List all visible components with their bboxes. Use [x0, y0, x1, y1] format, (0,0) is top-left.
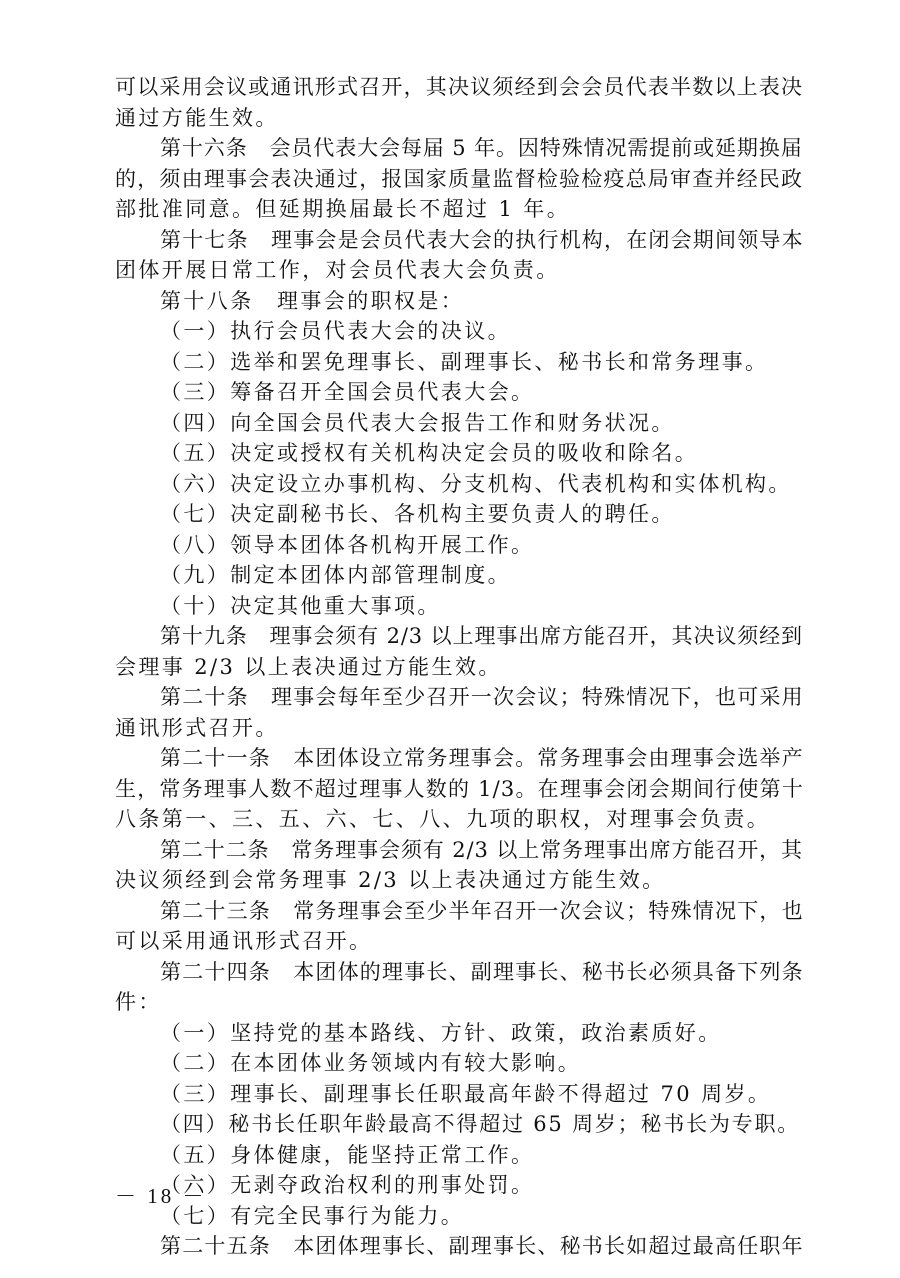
text-line: （三）筹备召开全国会员代表大会。: [160, 380, 535, 404]
text-line: 第二十五条 本团体理事长、副理事长、秘书长如超过最高任职年: [160, 1234, 804, 1258]
text-line: （三）理事长、副理事长任职最高年龄不得超过 70 周岁。: [160, 1081, 772, 1106]
text-line: （四）秘书长任职年龄最高不得超过 65 周岁；秘书长为专职。: [160, 1112, 801, 1136]
text-line: 团体开展日常工作，对会员代表大会负责。: [115, 258, 560, 282]
text-line: （五）决定或授权有关机构决定会员的吸收和除名。: [160, 441, 699, 465]
text-line: 第二十三条 常务理事会至少半年召开一次会议；特殊情况下，也: [160, 898, 804, 923]
text-line: 可以采用会议或通讯形式召开，其决议须经到会会员代表半数以上表决: [115, 75, 804, 99]
text-line: （九）制定本团体内部管理制度。: [160, 563, 511, 587]
text-line: （一）执行会员代表大会的决议。: [160, 319, 511, 343]
text-line: （六）决定设立办事机构、分支机构、代表机构和实体机构。: [160, 471, 792, 496]
text-line: 会理事 2/3 以上表决通过方能生效。: [115, 654, 502, 679]
text-line: 第十六条 会员代表大会每届 5 年。因特殊情况需提前或延期换届: [160, 136, 803, 160]
text-line: （八）领导本团体各机构开展工作。: [160, 532, 535, 557]
text-line: 第二十二条 常务理事会须有 2/3 以上常务理事出席方能召开，其: [160, 837, 803, 862]
document-body: [115, 72, 805, 1262]
text-line: 第十九条 理事会须有 2/3 以上理事出席方能召开，其决议须经到: [160, 624, 803, 648]
text-line: 生，常务理事人数不超过理事人数的 1/3。在理事会闭会期间行使第十: [115, 776, 805, 801]
text-line: （一）坚持党的基本路线、方针、政策，政治素质好。: [160, 1020, 722, 1045]
text-line: 可以采用通讯形式召开。: [115, 929, 373, 953]
text-line: （二）选举和罢免理事长、副理事长、秘书长和常务理事。: [160, 349, 769, 374]
text-line: 第二十四条 本团体的理事长、副理事长、秘书长必须具备下列条: [160, 959, 804, 984]
text-line: （七）有完全民事行为能力。: [160, 1203, 465, 1228]
text-line: 第十七条 理事会是会员代表大会的执行机构，在闭会期间领导本: [160, 227, 804, 252]
text-line: 第二十一条 本团体设立常务理事会。常务理事会由理事会选举产: [160, 746, 804, 770]
text-line: 的，须由理事会表决通过，报国家质量监督检验检疫总局审查并经民政: [115, 166, 804, 191]
text-line: 件：: [115, 990, 162, 1014]
text-line: 第二十条 理事会每年至少召开一次会议；特殊情况下，也可采用: [160, 685, 804, 709]
page-number: － 18 －: [115, 1184, 207, 1208]
text-line: （四）向全国会员代表大会报告工作和财务状况。: [160, 410, 675, 435]
text-line: 部批准同意。但延期换届最长不超过 1 年。: [115, 197, 571, 221]
text-line: 决议须经到会常务理事 2/3 以上表决通过方能生效。: [115, 868, 666, 892]
text-line: （六）无剥夺政治权利的刑事处罚。: [160, 1173, 535, 1197]
text-line: 通讯形式召开。: [115, 715, 279, 740]
text-line: （二）在本团体业务领域内有较大影响。: [160, 1051, 582, 1075]
text-line: 第十八条 理事会的职权是：: [160, 288, 465, 313]
text-line: 通过方能生效。: [115, 105, 279, 130]
text-line: 八条第一、三、五、六、七、八、九项的职权，对理事会负责。: [115, 807, 771, 831]
text-line: （十）决定其他重大事项。: [160, 593, 441, 618]
text-line: （五）身体健康，能坚持正常工作。: [160, 1142, 535, 1167]
text-line: （七）决定副秘书长、各机构主要负责人的聘任。: [160, 502, 675, 526]
